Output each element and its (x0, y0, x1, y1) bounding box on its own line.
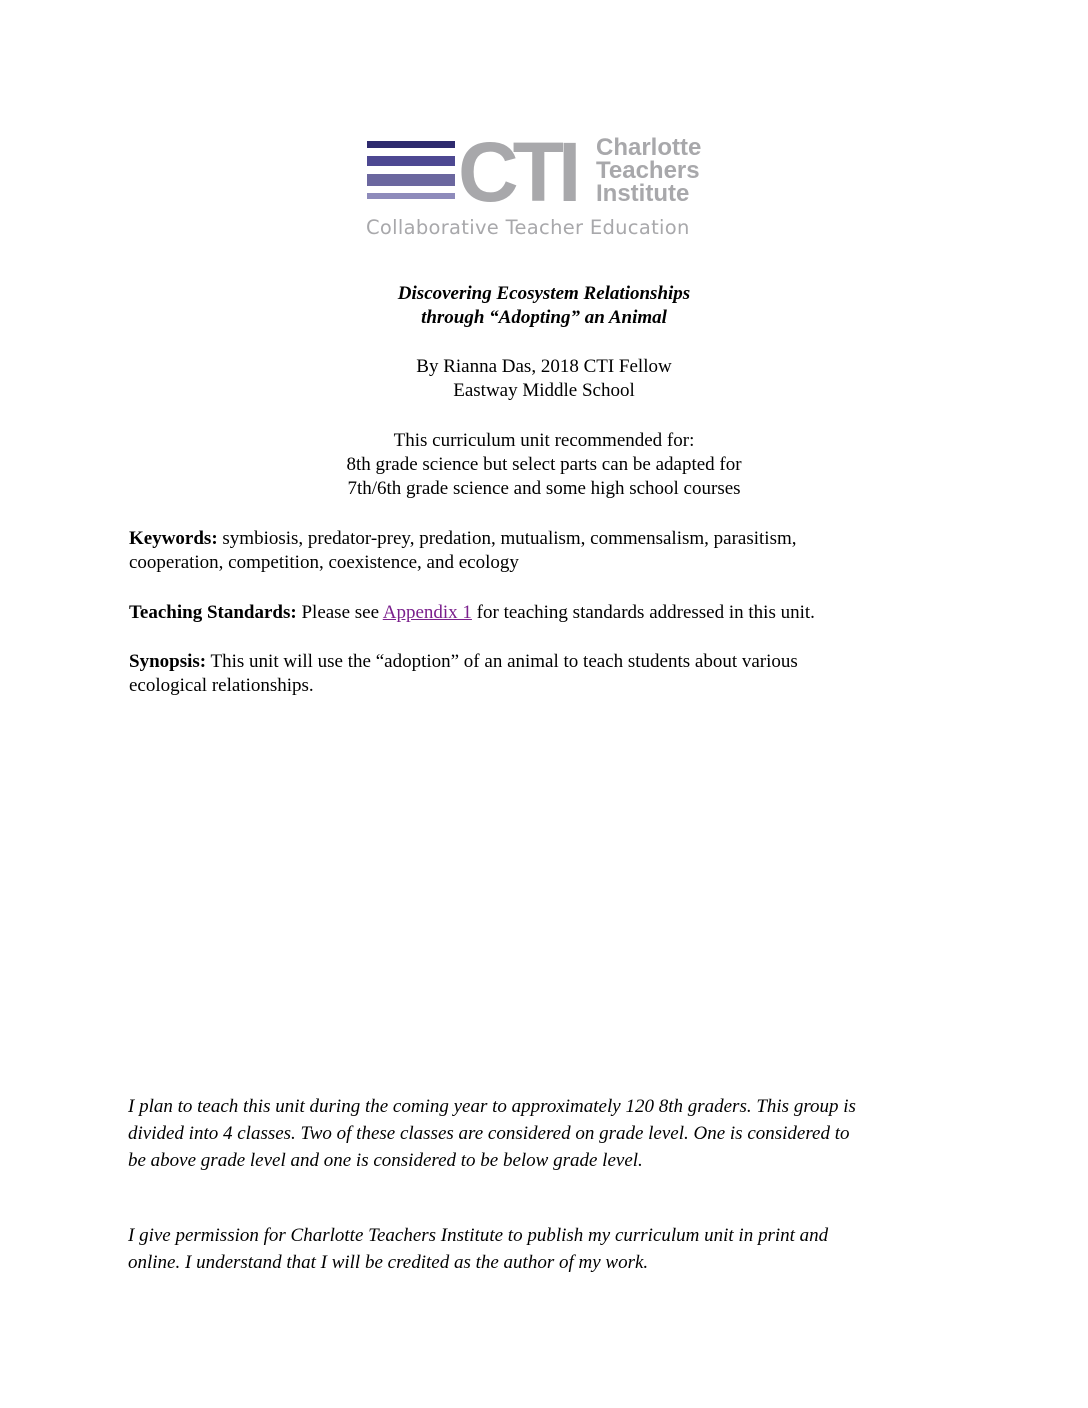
title-line-2: through “Adopting” an Animal (421, 307, 667, 328)
recommendation-line-1: This curriculum unit recommended for: (393, 430, 695, 451)
standards-line (129, 601, 949, 625)
author-block (0, 355, 1088, 403)
keywords-line-1 (129, 527, 949, 551)
appendix-1-link[interactable]: Appendix 1 (382, 602, 472, 623)
keywords-section (129, 527, 949, 575)
recommendation-line-3: 7th/6th grade science and some high school courses (347, 478, 741, 499)
synopsis-label: Synopsis: (129, 651, 207, 672)
synopsis-text: This unit will use the “adoption” of an animal to teach students about various (206, 651, 798, 672)
plan-line-2: divided into 4 classes. Two of these classes are considered on grade level. One is considered to (128, 1123, 850, 1144)
document-title (0, 282, 1088, 330)
logo-tagline: Collaborative Teacher Education (366, 216, 690, 239)
recommendation-block (0, 429, 1088, 501)
standards-text-after: for teaching standards addressed in this unit. (471, 602, 815, 623)
logo-org-line: Teachers (596, 157, 700, 184)
logo-org-line: Charlotte (596, 134, 702, 161)
logo-org-name (596, 136, 701, 205)
recommendation-line-2: 8th grade science but select parts can be adapted for (346, 454, 742, 475)
keywords-line-2: cooperation, competition, coexistence, and ecology (129, 552, 519, 573)
synopsis-section (129, 650, 949, 698)
logo-org-line: Institute (596, 180, 690, 207)
plan-line-3: be above grade level and one is considered to be below grade level. (128, 1150, 643, 1171)
cti-logo (364, 125, 724, 246)
standards-label: Teaching Standards: (129, 602, 297, 623)
standards-text-before: Please see (296, 602, 383, 623)
logo-bar-3 (367, 174, 455, 186)
keywords-label: Keywords: (129, 528, 218, 549)
permission-line-2: online. I understand that I will be credited as the author of my work. (128, 1252, 649, 1273)
logo-bar-1 (367, 141, 455, 148)
synopsis-line-1 (129, 650, 949, 674)
logo-bars (367, 141, 455, 201)
synopsis-line-2: ecological relationships. (129, 675, 314, 696)
teaching-plan-paragraph (128, 1093, 958, 1174)
author-byline: By Rianna Das, 2018 CTI Fellow (416, 356, 672, 377)
permission-line-1: I give permission for Charlotte Teachers Institute to publish my curriculum unit in print and (128, 1225, 829, 1246)
title-line-1: Discovering Ecosystem Relationships (397, 283, 691, 304)
standards-section (129, 601, 949, 625)
plan-line-1: I plan to teach this unit during the coming year to approximately 120 8th graders. This group is (128, 1096, 856, 1117)
logo-abbreviation: CTI (458, 125, 576, 219)
logo-bar-2 (367, 156, 455, 166)
author-school: Eastway Middle School (453, 380, 635, 401)
logo-bar-4 (367, 193, 455, 199)
permission-paragraph (128, 1222, 958, 1276)
keywords-text: symbiosis, predator-prey, predation, mutualism, commensalism, parasitism, (217, 528, 797, 549)
